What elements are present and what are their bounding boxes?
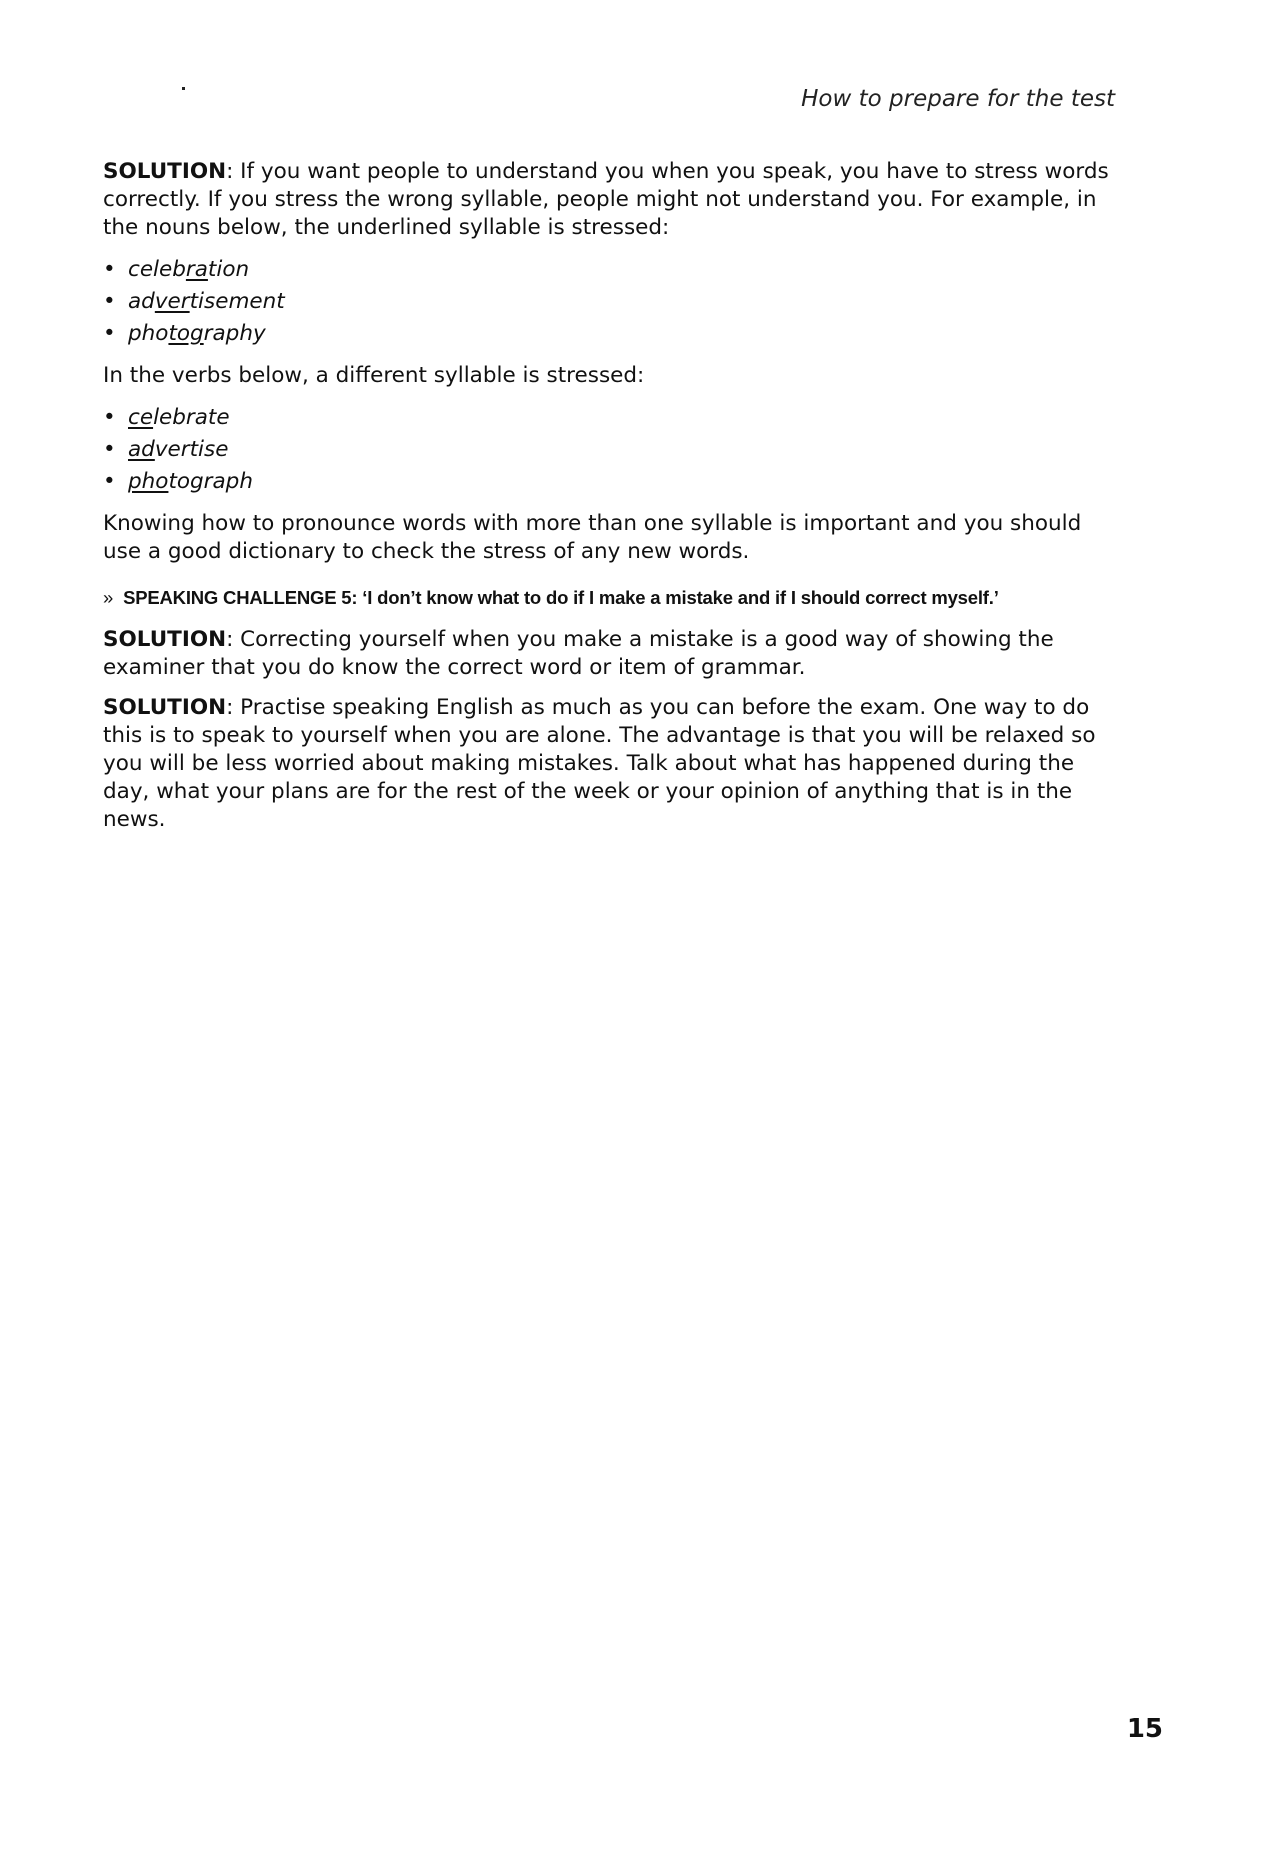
solution-label: SOLUTION [103,159,227,184]
word-part: lebrate [153,405,230,430]
list-item [103,402,1123,434]
print-speck [182,87,185,90]
list-item [103,254,1123,286]
list-item [103,286,1123,318]
solution-text: : If you want people to understand you when you speak, you have to stress words correctly. If you stress the wrong syllable, people might not understand you. For example, in the nouns below, the underlined syllable is stressed: [103,159,1109,240]
list-item [103,434,1123,466]
speaking-challenge-heading [103,584,1123,612]
stressed-syllable: pho [128,469,169,494]
word-part: raphy [203,321,266,346]
solution-paragraph-3 [103,694,1123,834]
solution-label: SOLUTION [103,695,227,720]
solution-text: : Practise speaking English as much as you can before the exam. One way to do this is to speak to yourself when you are alone. The advantage is that you will be relaxed so you will be less worried about making mistakes. Talk about what has happened during the day, what your plans are for the rest of the week or your opinion of anything that is in the news. [103,695,1096,832]
noun-list [103,254,1123,350]
challenge-text: SPEAKING CHALLENGE 5: ‘I don’t know what to do if I make a mistake and if I should correct myself.’ [123,587,999,608]
word-part: pho [128,321,169,346]
solution-text: : Correcting yourself when you make a mistake is a good way of showing the examiner that you do know the correct word or item of grammar. [103,627,1054,680]
stressed-syllable: ver [154,289,190,314]
word-part: ad [128,289,155,314]
word-part: celeb [128,257,186,282]
running-head: How to prepare for the test [801,86,1115,112]
page-number: 15 [1126,1714,1163,1744]
page-content [103,158,1123,846]
stressed-syllable: tog [168,321,204,346]
solution-label: SOLUTION [103,627,227,652]
verbs-intro: In the verbs below, a different syllable is stressed: [103,363,645,388]
closing-paragraph: Knowing how to pronounce words with more than one syllable is important and you should use a good dictionary to check the stress of any new words. [103,511,1082,564]
word-part: tion [207,257,250,282]
list-item [103,318,1123,350]
stressed-syllable: ce [128,405,154,430]
solution-paragraph-1 [103,158,1123,242]
word-part: tograph [168,469,253,494]
word-part: vertise [154,437,229,462]
solution-paragraph-2 [103,626,1123,682]
stressed-syllable: ad [128,437,155,462]
stressed-syllable: ra [185,257,208,282]
chevron-marker-icon: » [103,587,114,608]
list-item [103,466,1123,498]
verb-list [103,402,1123,498]
word-part: tisement [189,289,285,314]
